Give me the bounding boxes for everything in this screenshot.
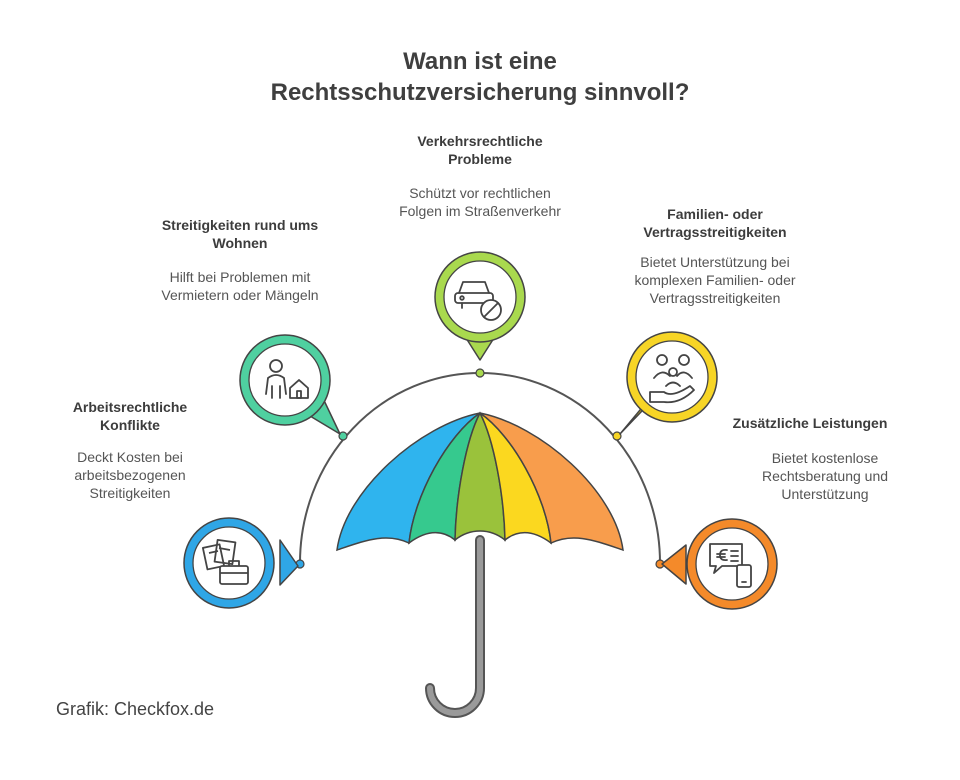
description-leistungen: Bietet kostenlose Rechtsberatung und Unterstützung — [761, 450, 889, 502]
description-arbeitsrecht: Deckt Kosten bei arbeitsbezogenen Streitigkeiten — [74, 449, 186, 501]
page-title — [180, 46, 780, 108]
title-line-2: Rechtsschutzversicherung sinnvoll? — [270, 79, 690, 106]
umbrella-canopy — [337, 413, 623, 550]
bubble-familie — [620, 332, 717, 434]
title-line-1: Wann ist eine — [403, 48, 557, 75]
heading-verkehr: Verkehrsrechtliche Probleme — [417, 133, 543, 167]
bubble-arbeitsrecht — [184, 518, 298, 608]
heading-familie: Familien- oder Vertragsstreitigkeiten — [643, 206, 787, 240]
credit-label: Grafik: Checkfox.de — [56, 699, 215, 719]
heading-arbeitsrecht: Arbeitsrechtliche Konflikte — [72, 399, 188, 433]
bubble-verkehr — [435, 252, 525, 360]
bubble-wohnen — [240, 335, 340, 434]
description-verkehr: Schützt vor rechtlichen Folgen im Straßenverkehr — [399, 185, 561, 219]
heading-wohnen: Streitigkeiten rund ums Wohnen — [161, 217, 319, 251]
description-wohnen: Hilft bei Problemen mit Vermietern oder Mängeln — [161, 269, 319, 303]
bubble-leistungen — [662, 519, 777, 609]
umbrella-handle — [430, 540, 480, 713]
connector-dot-3 — [476, 369, 484, 377]
description-familie: Bietet Unterstützung bei komplexen Familien- oder Vertragsstreitigkeiten — [634, 254, 796, 306]
heading-leistungen: Zusätzliche Leistungen — [732, 415, 888, 431]
